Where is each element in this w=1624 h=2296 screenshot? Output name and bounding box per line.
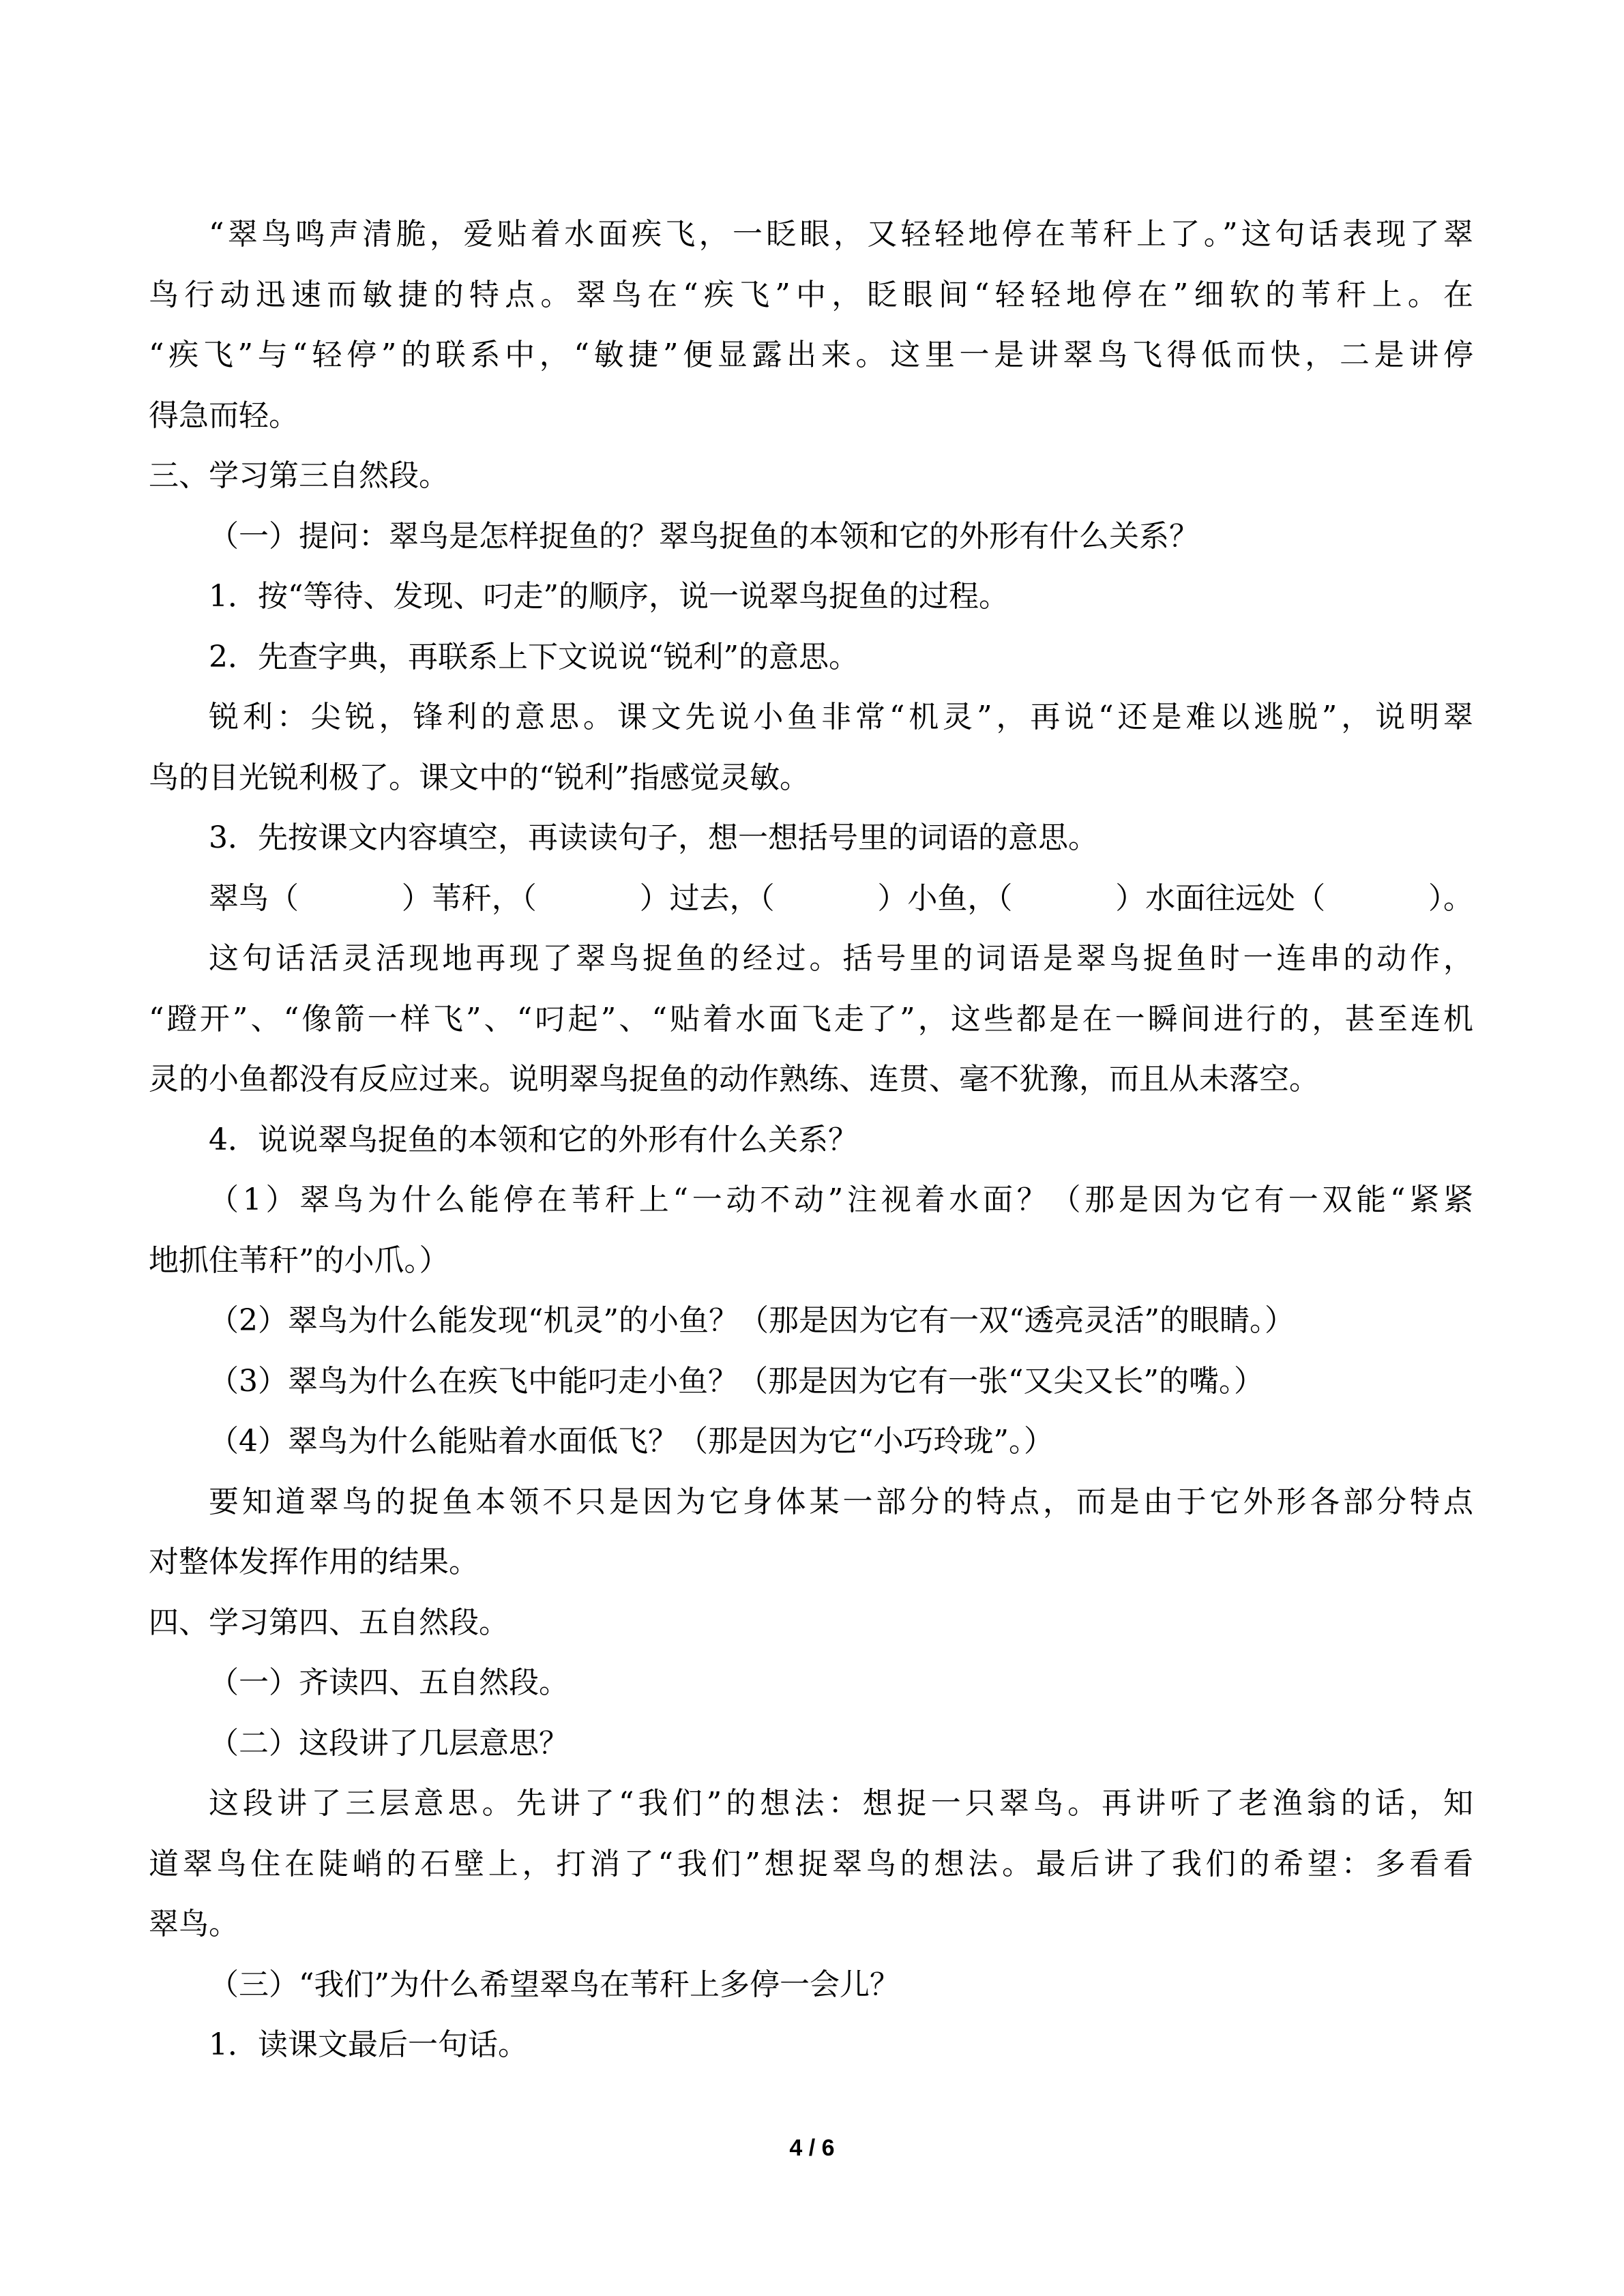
fill-blank-part: ）水面往远处（ [1115,880,1326,916]
section-heading: 三、学习第三自然段。 [149,458,449,493]
paragraph-line: 鸟行动迅速而敏捷的特点。翠鸟在“疾飞”中，眨眼间“轻轻地停在”细软的苇秆上。在 [149,277,1473,312]
document-body [149,205,1473,2076]
question-line: （二）这段讲了几层意思？ [209,1725,569,1761]
sub-item: （3）翠鸟为什么在疾飞中能叼走小鱼？（那是因为它有一张“又尖又长”的嘴。） [209,1363,1264,1399]
paragraph-line: 翠鸟。 [149,1907,239,1941]
paragraph-line: 道翠鸟住在陡峭的石壁上，打消了“我们”想捉翠鸟的想法。最后讲了我们的希望：多看看 [149,1846,1473,1881]
fill-blank-part: 翠鸟（ [209,880,299,916]
list-item: 4．说说翠鸟捉鱼的本领和它的外形有什么关系？ [209,1122,858,1157]
paragraph-line: “蹬开”、“像箭一样飞”、“叼起”、“贴着水面飞走了”，这些都是在一瞬间进行的，甚至连机 [149,1001,1473,1037]
question-line: （一）齐读四、五自然段。 [209,1665,569,1700]
fill-blank-part: ）小鱼，（ [877,880,1013,916]
paragraph-line: 灵的小鱼都没有反应过来。说明翠鸟捉鱼的动作熟练、连贯、毫不犹豫，而且从未落空。 [149,1062,1319,1097]
paragraph-line: 得急而轻。 [149,398,299,433]
question-line: （三）“我们”为什么希望翠鸟在苇秆上多停一会儿？ [209,1967,900,2002]
paragraph-line: 这句话活灵活现地再现了翠鸟捉鱼的经过。括号里的词语是翠鸟捉鱼时一连串的动作， [209,941,1473,976]
paragraph-line: “翠鸟鸣声清脆，爱贴着水面疾飞，一眨眼，又轻轻地停在苇秆上了。”这句话表现了翠 [209,217,1473,252]
list-item: 2．先查字典，再联系上下文说说“锐利”的意思。 [209,639,859,674]
sub-item: （2）翠鸟为什么能发现“机灵”的小鱼？（那是因为它有一双“透亮灵活”的眼睛。） [209,1303,1295,1338]
fill-blank-sentence [149,869,1473,929]
paragraph-line: 要知道翠鸟的捉鱼本领不只是因为它身体某一部分的特点，而是由于它外形各部分特点 [209,1484,1473,1519]
sub-item: （1）翠鸟为什么能停在苇秆上“一动不动”注视着水面？（那是因为它有一双能“紧紧 [209,1182,1473,1217]
sub-item-continuation: 地抓住苇秆”的小爪。） [149,1242,449,1278]
fill-blank-part: ）过去，（ [639,880,775,916]
paragraph-line: 这段讲了三层意思。先讲了“我们”的想法：想捉一只翠鸟。再讲听了老渔翁的话，知 [209,1786,1473,1821]
page-number: 4 / 6 [789,2135,835,2161]
list-item: 1．读课文最后一句话。 [209,2027,528,2062]
paragraph-line: “疾飞”与“轻停”的联系中，“敏捷”便显露出来。这里一是讲翠鸟飞得低而快，二是讲停 [149,338,1473,372]
list-item: 1．按“等待、发现、叼走”的顺序，说一说翠鸟捉鱼的过程。 [209,579,1009,614]
question-line: （一）提问：翠鸟是怎样捉鱼的？翠鸟捉鱼的本领和它的外形有什么关系？ [209,518,1199,554]
paragraph-line: 鸟的目光锐利极了。课文中的“锐利”指感觉灵敏。 [149,760,810,795]
list-item: 3．先按课文内容填空，再读读句子，想一想括号里的词语的意思。 [209,820,1098,855]
paragraph-line: 锐利：尖锐，锋利的意思。课文先说小鱼非常“机灵”，再说“还是难以逃脱”，说明翠 [209,700,1473,734]
fill-blank-part: ）。 [1428,880,1473,916]
fill-blank-part: ）苇秆，（ [401,880,537,916]
sub-item: （4）翠鸟为什么能贴着水面低飞？（那是因为它“小巧玲珑”。） [209,1424,1054,1459]
paragraph-line: 对整体发挥作用的结果。 [149,1545,479,1579]
section-heading: 四、学习第四、五自然段。 [149,1605,509,1640]
